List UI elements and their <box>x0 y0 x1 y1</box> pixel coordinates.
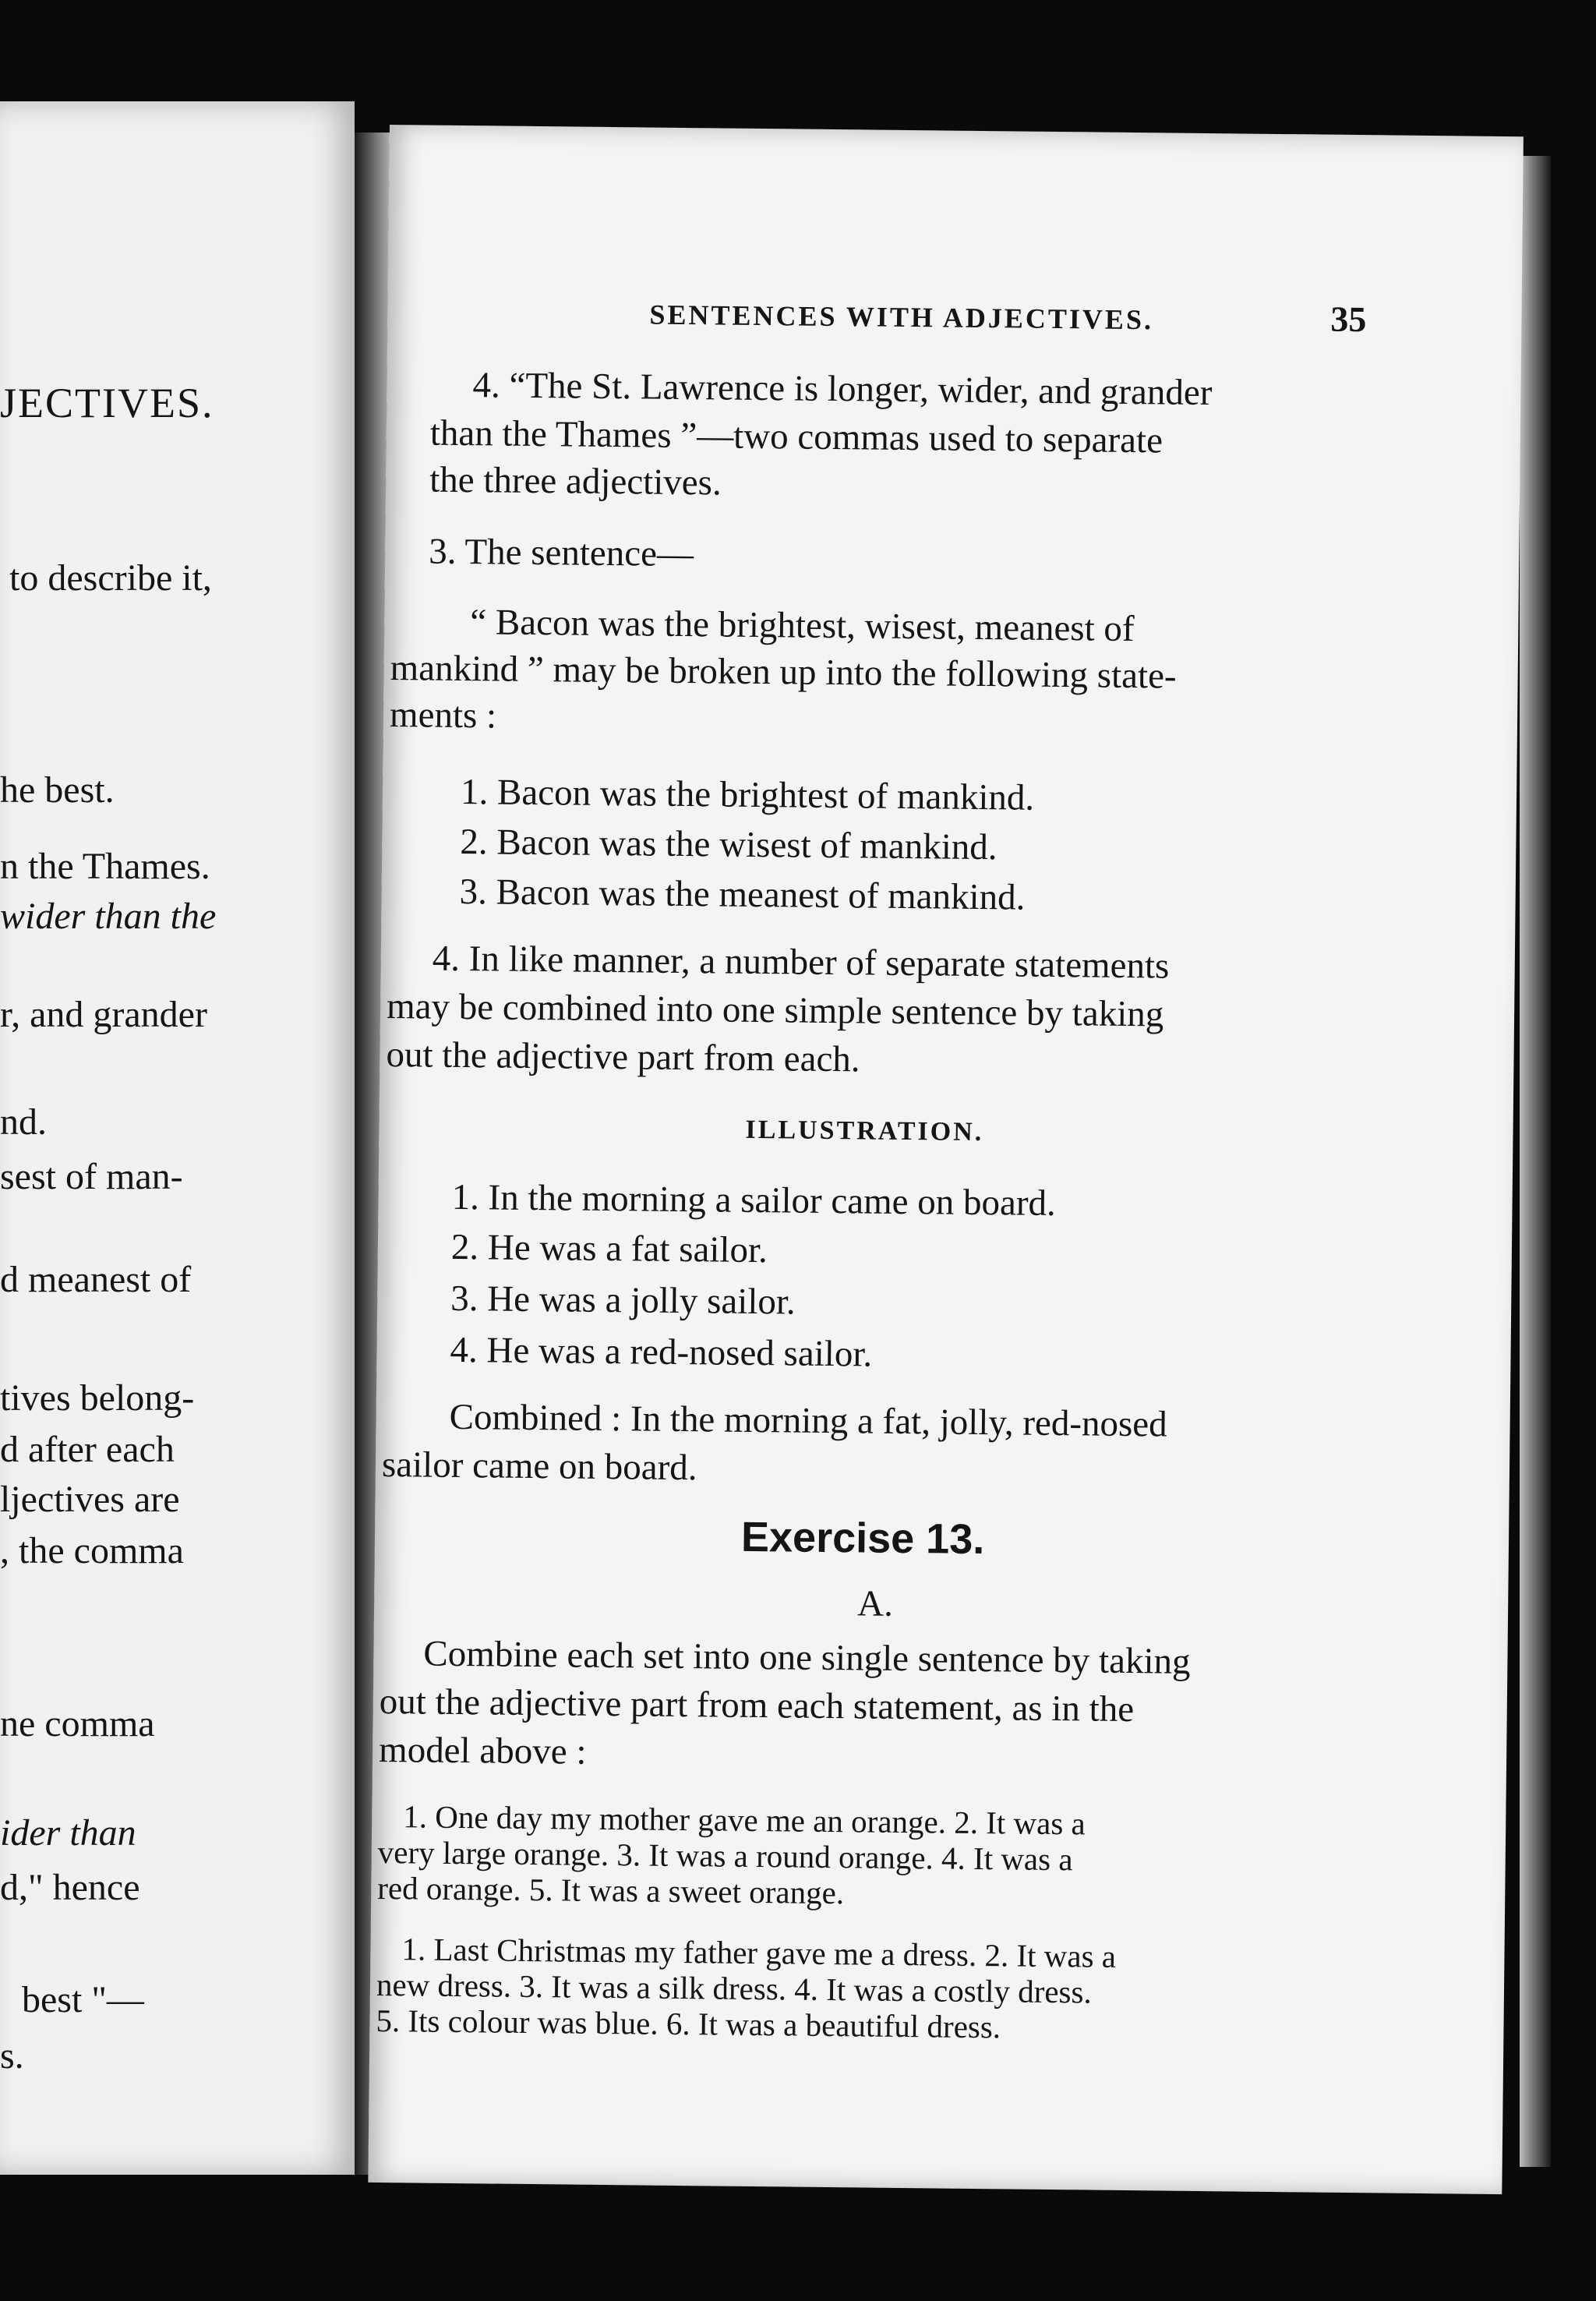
left-facing-page <box>0 101 355 2175</box>
section-label: A. <box>856 1583 894 1624</box>
statement-item: 1. Bacon was the brightest of mankind. <box>460 772 1035 818</box>
text-line: 4. “The St. Lawrence is longer, wider, and grander <box>472 365 1213 414</box>
exercise-set-line: 5. Its colour was blue. 6. It was a beautiful dress. <box>376 2002 1001 2045</box>
illustration-item: 3. He was a jolly sailor. <box>450 1278 796 1323</box>
left-line: sest of man- <box>0 1156 183 1197</box>
illustration-item: 4. He was a red-nosed sailor. <box>450 1329 873 1375</box>
exercise-set-line: red orange. 5. It was a sweet orange. <box>377 1869 845 1911</box>
exercise-set-line: 1. One day my mother gave me an orange. 2. It was a <box>403 1798 1086 1842</box>
quote-line: ments : <box>389 695 497 737</box>
combined-line: sailor came on board. <box>381 1444 697 1489</box>
left-line: ne comma <box>0 1703 155 1744</box>
text-line: may be combined into one simple sentence by taking <box>386 986 1164 1035</box>
exercise-set-line: new dress. 3. It was a silk dress. 4. It was a costly dress. <box>376 1966 1092 2010</box>
left-line: r, and grander <box>0 994 207 1035</box>
left-line: to describe it, <box>9 557 212 599</box>
left-line: d meanest of <box>0 1259 192 1300</box>
left-line: ider than <box>0 1812 136 1854</box>
left-line: s. <box>0 2035 24 2077</box>
illustration-item: 2. He was a fat sailor. <box>450 1226 768 1271</box>
left-line: n the Thames. <box>0 846 210 887</box>
left-line: d after each <box>0 1429 175 1470</box>
text-line: 4. In like manner, a number of separate statements <box>432 938 1170 987</box>
statement-item: 3. Bacon was the meanest of mankind. <box>459 871 1026 918</box>
quote-line: “ Bacon was the brightest, wisest, meanest of <box>470 602 1135 650</box>
left-line: , the comma <box>0 1530 184 1571</box>
exercise-set-line: 1. Last Christmas my father gave me a dress. 2. It was a <box>401 1931 1117 1974</box>
left-line: he best. <box>0 769 115 811</box>
illustration-heading: ILLUSTRATION. <box>745 1115 984 1147</box>
instruction-line: model above : <box>378 1729 587 1773</box>
left-line: tives belong- <box>0 1377 195 1419</box>
left-line: wider than the <box>0 896 217 937</box>
left-line: best "— <box>22 1979 144 2020</box>
running-head: SENTENCES WITH ADJECTIVES. <box>649 299 1154 336</box>
left-line: nd. <box>0 1101 47 1143</box>
text-line: 3. The sentence— <box>428 531 694 575</box>
illustration-item: 1. In the morning a sailor came on board. <box>451 1176 1057 1225</box>
left-line: d," hence <box>0 1867 140 1908</box>
exercise-title: Exercise 13. <box>740 1513 985 1564</box>
page-edge-shadow <box>1520 156 1551 2167</box>
right-page <box>368 125 1524 2194</box>
instruction-line: out the adjective part from each statement, as in the <box>379 1681 1135 1730</box>
text-line: the three adjectives. <box>429 459 722 504</box>
exercise-set-line: very large orange. 3. It was a round orange. 4. It was a <box>377 1833 1073 1878</box>
left-line: ljectives are <box>0 1479 180 1520</box>
page-number: 35 <box>1330 299 1367 340</box>
instruction-line: Combine each set into one single sentence by taking <box>423 1633 1191 1682</box>
quote-line: mankind ” may be broken up into the following state- <box>390 648 1177 697</box>
text-line: than the Thames ”—two commas used to separate <box>429 412 1163 461</box>
statement-item: 2. Bacon was the wisest of mankind. <box>460 821 998 868</box>
text-line: out the adjective part from each. <box>386 1034 860 1080</box>
combined-line: Combined : In the morning a fat, jolly, red-nosed <box>449 1396 1167 1445</box>
left-line: JECTIVES. <box>0 380 214 426</box>
